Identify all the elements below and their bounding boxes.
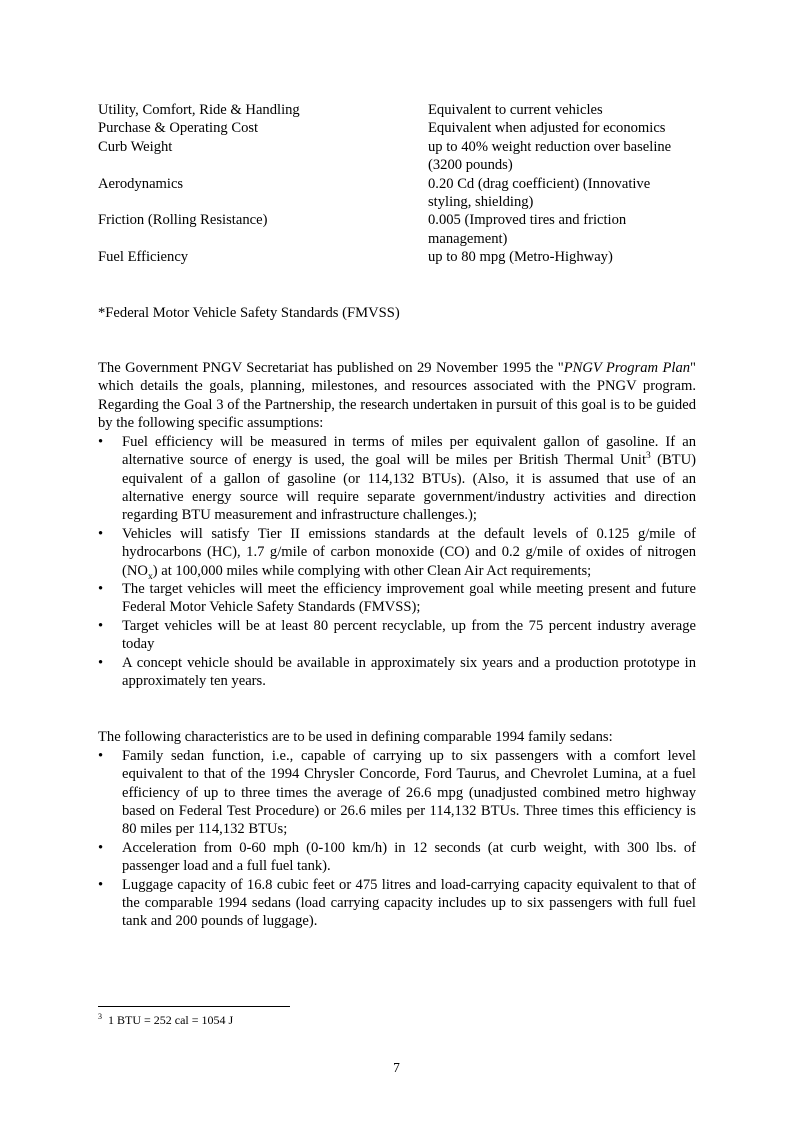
specs-table [98,101,696,267]
spec-label: Friction (Rolling Resistance) [98,212,268,229]
bullet-icon: • [98,747,104,764]
list-item [98,876,696,931]
spec-value: up to 40% weight reduction over baseline (3200 pounds) [428,138,672,174]
list-item-text: Acceleration from 0-60 mph (0-100 km/h) in 12 seconds (at curb weight, with 300 lbs. of passenger load and a full fuel tank). [122,839,696,875]
bullet-icon: • [98,525,104,542]
footnote [98,1013,233,1027]
list-item-text: (BTU) equivalent of a gallon of gasoline (or 114,132 BTUs). (Also, it is assumed that use of an alternative energy source will require separate government/industry activities and direction regarding BTU measurement and infrastructure challenges.); [122,452,696,524]
list-item-text: Vehicles will satisfy Tier II emissions standards at the default levels of 0.125 g/mile of hydrocarbons (HC), 1.7 g/mile of carbon monoxide (CO) and 0.2 g/mile of oxides of nitrogen (NO [122,525,696,579]
spec-value: 0.005 (Improved tires and friction management) [428,212,627,247]
spec-row [98,138,696,175]
list-item [98,580,696,617]
list-item [98,525,696,580]
document-page [98,101,696,931]
spec-value: Equivalent when adjusted for economics [428,120,666,137]
list-item-text: A concept vehicle should be available in approximately six years and a production prototype in approximately ten years. [122,654,696,689]
list-item-text: ) at 100,000 miles while complying with other Clean Air Act requirements; [152,562,592,579]
footnote-mark: 3 [98,1012,102,1021]
spec-value: 0.20 Cd (drag coefficient) (Innovative styling, shielding) [428,175,651,211]
bullet-icon: • [98,580,104,597]
list-item-text: Family sedan function, i.e., capable of carrying up to six passengers with a comfort level equivalent to that of the 1994 Chrysler Concorde, Ford Taurus, and Chevrolet Lumina, at a fuel efficiency of up to three times the average of 26.6 mpg (unadjusted combined metro highway based on Federal Test Procedure) or 26.6 miles per 114,132 BTUs. Three times this efficiency is 80 miles per 114,132 BTUs; [122,747,696,838]
bullet-icon: • [98,876,104,893]
page-number: 7 [393,1060,400,1075]
characteristics-list [98,747,696,931]
subscript: x [147,571,153,582]
spec-row [98,211,696,248]
characteristics-intro: The following characteristics are to be used in defining comparable 1994 family sedans: [98,729,613,746]
list-item-text: Target vehicles will be at least 80 percent recyclable, up from the 75 percent industry average today [122,617,696,653]
list-item [98,839,696,876]
assumptions-list [98,433,696,691]
spec-row [98,175,696,212]
intro-text: The Government PNGV Secretariat has published on 29 November 1995 the " [98,360,564,377]
spec-value: up to 80 mpg (Metro-Highway) [428,249,613,266]
spec-row [98,101,696,119]
list-item [98,654,696,691]
footnote-ref: 3 [646,451,651,462]
spec-label: Curb Weight [98,138,173,155]
spec-value: Equivalent to current vehicles [428,102,603,118]
list-item-text: Luggage capacity of 16.8 cubic feet or 475 litres and load-carrying capacity equivalent to that of the comparable 1994 sedans (load carrying capacity includes up to six passengers with full fuel tank and 200 pounds of luggage). [122,876,696,930]
list-item-text: The target vehicles will meet the efficiency improvement goal while meeting present and future Federal Motor Vehicle Safety Standards (FMVSS); [122,580,696,616]
list-item-text: Fuel efficiency will be measured in terms of miles per equivalent gallon of gasoline. If an alternative source of energy is used, the goal will be miles per British Thermal Unit [122,433,696,469]
intro-title-italic: PNGV Program Plan [563,360,691,377]
spec-label: Fuel Efficiency [98,249,189,266]
spec-row [98,248,696,266]
bullet-icon: • [98,433,104,450]
bullet-icon: • [98,654,104,671]
footnote-text: 1 BTU = 252 cal = 1054 J [108,1013,234,1027]
bullet-icon: • [98,839,104,856]
list-item [98,747,696,839]
list-item [98,433,696,525]
list-item [98,617,696,654]
spec-label: Utility, Comfort, Ride & Handling [98,102,300,118]
spec-row [98,119,696,137]
spec-label: Purchase & Operating Cost [98,120,259,137]
intro-paragraph [98,359,696,433]
intro-text: " which details the goals, planning, milestones, and resources associated with the PNGV program. Regarding the Goal 3 of the Partnership, the research undertaken in pursuit of this goal is to be guided by the following specific assumptions: [98,360,697,432]
bullet-icon: • [98,617,104,634]
fmvss-note: *Federal Motor Vehicle Safety Standards (FMVSS) [98,304,400,321]
spec-label: Aerodynamics [98,175,184,192]
footnote-divider [98,1006,290,1007]
